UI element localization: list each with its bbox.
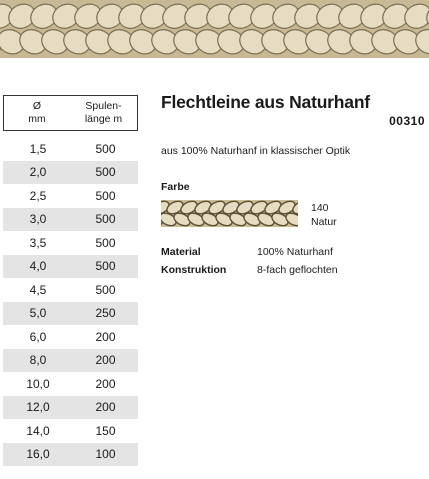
diameter-cell: 2,5 xyxy=(29,188,47,203)
diameter-cell: 2,0 xyxy=(29,165,47,180)
diameter-cell: 5,0 xyxy=(29,306,47,321)
diameter-cell: 3,5 xyxy=(29,235,47,250)
color-code: 140 xyxy=(311,202,329,214)
length-cell: 200 xyxy=(95,329,116,344)
table-row xyxy=(3,137,138,161)
table-row xyxy=(3,372,138,396)
rope-hero-image xyxy=(0,0,429,58)
length-cell: 100 xyxy=(95,447,116,462)
diameter-cell: 4,5 xyxy=(29,282,47,297)
length-cell: 250 xyxy=(95,306,116,321)
length-cell: 200 xyxy=(95,353,116,368)
table-row xyxy=(3,325,138,349)
table-row xyxy=(3,443,138,467)
diameter-cell: 14,0 xyxy=(26,423,50,438)
table-row xyxy=(3,208,138,232)
table-body xyxy=(3,137,138,466)
length-cell: 500 xyxy=(95,188,116,203)
table-row xyxy=(3,278,138,302)
length-cell: 500 xyxy=(95,235,116,250)
diameter-cell: 16,0 xyxy=(26,447,50,462)
diameter-cell: 3,0 xyxy=(29,212,47,227)
spec-table xyxy=(3,95,138,466)
table-row xyxy=(3,231,138,255)
table-row xyxy=(3,184,138,208)
material-value: 100% Naturhanf xyxy=(257,246,333,258)
material-label: Material xyxy=(161,246,201,258)
diameter-cell: 12,0 xyxy=(26,400,50,415)
header-diameter: Ø mm xyxy=(28,100,46,125)
diameter-cell: 1,5 xyxy=(29,141,47,156)
table-row xyxy=(3,349,138,373)
length-cell: 500 xyxy=(95,282,116,297)
article-number: 00310 xyxy=(389,114,425,128)
table-header xyxy=(3,95,138,131)
color-heading: Farbe xyxy=(161,181,190,193)
color-swatch xyxy=(161,200,298,227)
diameter-cell: 10,0 xyxy=(26,376,50,391)
rope-illustration xyxy=(0,0,429,58)
length-cell: 200 xyxy=(95,376,116,391)
diameter-cell: 8,0 xyxy=(29,353,47,368)
length-cell: 200 xyxy=(95,400,116,415)
length-cell: 500 xyxy=(95,141,116,156)
product-title: Flechtleine aus Naturhanf xyxy=(161,92,370,112)
length-cell: 500 xyxy=(95,259,116,274)
color-name: Natur xyxy=(311,216,337,228)
diameter-cell: 6,0 xyxy=(29,329,47,344)
length-cell: 150 xyxy=(95,423,116,438)
table-row xyxy=(3,419,138,443)
table-row xyxy=(3,396,138,420)
header-spool-length: Spulen- länge m xyxy=(84,100,123,125)
table-row xyxy=(3,161,138,185)
construction-value: 8-fach geflochten xyxy=(257,264,338,276)
table-row xyxy=(3,255,138,279)
construction-label: Konstruktion xyxy=(161,264,227,276)
length-cell: 500 xyxy=(95,212,116,227)
table-row xyxy=(3,302,138,326)
diameter-cell: 4,0 xyxy=(29,259,47,274)
length-cell: 500 xyxy=(95,165,116,180)
product-description: aus 100% Naturhanf in klassischer Optik xyxy=(161,145,351,157)
